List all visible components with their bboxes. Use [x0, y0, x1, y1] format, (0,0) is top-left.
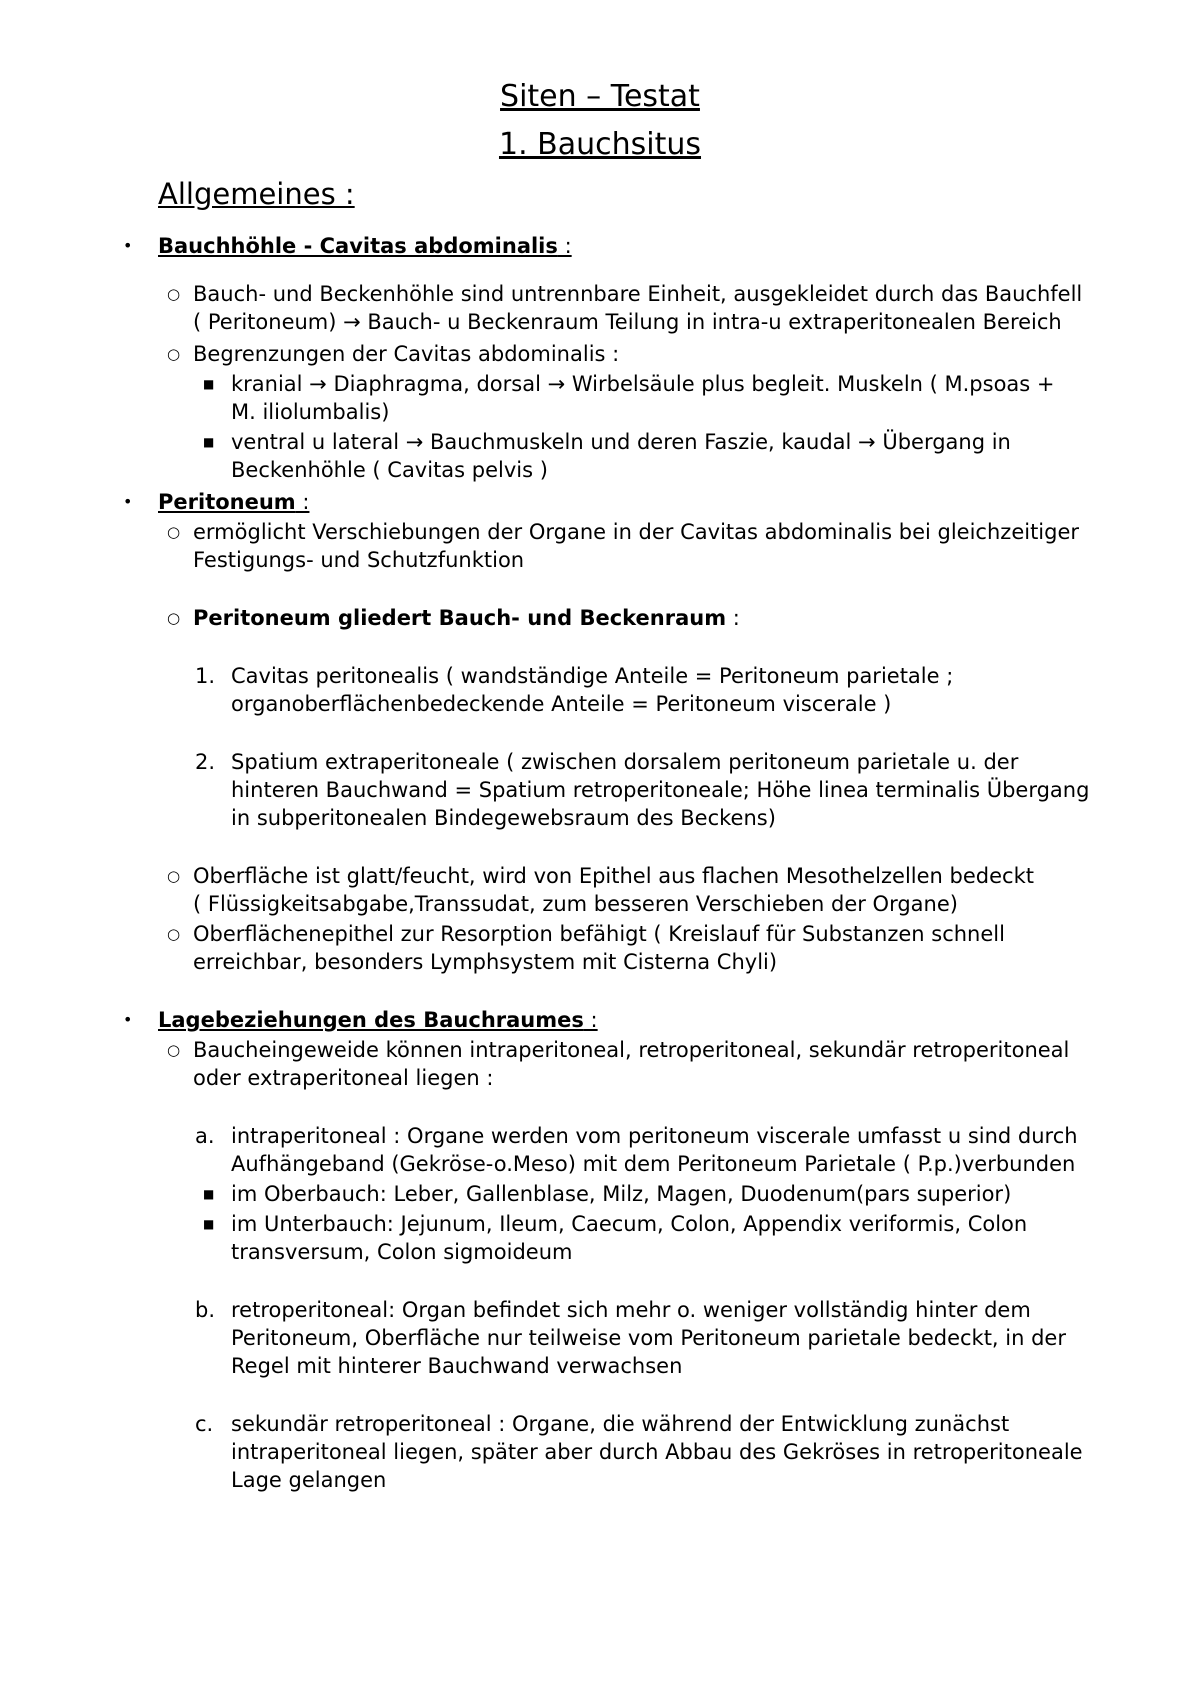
- list-item-text: Oberfläche ist glatt/feucht, wird von Epithel aus flachen Mesothelzellen bedeckt: [193, 864, 1034, 888]
- list-item-text: Begrenzungen der Cavitas abdominalis :: [193, 342, 620, 366]
- page-title: Siten – Testat: [500, 79, 700, 114]
- square-bullet: ■: [203, 435, 215, 449]
- disc-bullet: •: [123, 492, 133, 511]
- list-item-text: oder extraperitoneal liegen :: [193, 1066, 494, 1090]
- list-item-text: Beckenhöhle ( Cavitas pelvis ): [231, 458, 548, 482]
- list-item-text: Baucheingeweide können intraperitoneal, retroperitoneal, sekundär retroperitoneal: [193, 1038, 1070, 1062]
- square-bullet: ■: [203, 377, 215, 391]
- disc-bullet: •: [123, 1010, 133, 1029]
- list-item-text: sekundär retroperitoneal : Organe, die während der Entwicklung zunächst: [231, 1412, 1010, 1436]
- list-number: 2.: [195, 750, 216, 774]
- list-item-text: Oberflächenepithel zur Resorption befähigt ( Kreislauf für Substanzen schnell: [193, 922, 1005, 946]
- list-letter: b.: [195, 1298, 216, 1322]
- circle-bullet: ○: [167, 925, 181, 943]
- list-item-text: Cavitas peritonealis ( wandständige Anteile = Peritoneum parietale ;: [231, 664, 954, 688]
- list-item-text: intraperitoneal liegen, später aber durch Abbau des Gekröses in retroperitoneale: [231, 1440, 1083, 1464]
- list-number: 1.: [195, 664, 216, 688]
- list-item-text: Bauch- und Beckenhöhle sind untrennbare Einheit, ausgekleidet durch das Bauchfell: [193, 282, 1083, 306]
- list-item-text: ( Flüssigkeitsabgabe,Transsudat, zum besseren Verschieben der Organe): [193, 892, 958, 916]
- list-item-text: ermöglicht Verschiebungen der Organe in der Cavitas abdominalis bei gleichzeitiger: [193, 520, 1080, 544]
- circle-bullet: ○: [167, 609, 181, 627]
- circle-bullet: ○: [167, 1041, 181, 1059]
- list-item-text: intraperitoneal : Organe werden vom peritoneum viscerale umfasst u sind durch: [231, 1124, 1078, 1148]
- list-item-text: retroperitoneal: Organ befindet sich mehr o. weniger vollständig hinter dem: [231, 1298, 1031, 1322]
- list-letter: a.: [195, 1124, 215, 1148]
- square-bullet: ■: [203, 1217, 215, 1231]
- page-subtitle: 1. Bauchsitus: [498, 127, 702, 162]
- list-item-text: ( Peritoneum) → Bauch- u Beckenraum Teilung in intra-u extraperitonealen Bereich: [193, 310, 1062, 334]
- list-item-text: Festigungs- und Schutzfunktion: [193, 548, 525, 572]
- list-item-text: transversum, Colon sigmoideum: [231, 1240, 573, 1264]
- list-item-text: im Oberbauch: Leber, Gallenblase, Milz, Magen, Duodenum(pars superior): [231, 1182, 1012, 1206]
- list-item-text: Aufhängeband (Gekröse-o.Meso) mit dem Peritoneum Parietale ( P.p.)verbunden: [231, 1152, 1076, 1176]
- list-item-text: Regel mit hinterer Bauchwand verwachsen: [231, 1354, 683, 1378]
- list-item-text: Lage gelangen: [231, 1468, 387, 1492]
- list-item-text: ventral u lateral → Bauchmuskeln und deren Faszie, kaudal → Übergang in: [231, 430, 1011, 454]
- list-item-text: Spatium extraperitoneale ( zwischen dorsalem peritoneum parietale u. der: [231, 750, 1019, 774]
- bullet-heading-bauchhoehle: Bauchhöhle - Cavitas abdominalis :: [158, 234, 572, 258]
- circle-bullet: ○: [167, 345, 181, 363]
- list-letter: c.: [195, 1412, 214, 1436]
- list-item-text: erreichbar, besonders Lymphsystem mit Cisterna Chyli): [193, 950, 778, 974]
- list-item-text: organoberflächenbedeckende Anteile = Peritoneum viscerale ): [231, 692, 892, 716]
- square-bullet: ■: [203, 1187, 215, 1201]
- section-heading: Allgemeines :: [158, 177, 355, 211]
- circle-bullet: ○: [167, 285, 181, 303]
- list-item-text: hinteren Bauchwand = Spatium retroperitoneale; Höhe linea terminalis Übergang: [231, 778, 1090, 802]
- circle-bullet: ○: [167, 523, 181, 541]
- bullet-heading-lagebeziehungen: Lagebeziehungen des Bauchraumes :: [158, 1008, 598, 1032]
- circle-bullet: ○: [167, 867, 181, 885]
- disc-bullet: •: [123, 236, 133, 255]
- bullet-heading-peritoneum: Peritoneum :: [158, 490, 310, 514]
- list-item-text: Peritoneum gliedert Bauch- und Beckenraum :: [193, 606, 740, 630]
- list-item-text: M. iliolumbalis): [231, 400, 390, 424]
- list-item-text: im Unterbauch: Jejunum, Ileum, Caecum, Colon, Appendix veriformis, Colon: [231, 1212, 1028, 1236]
- list-item-text: in subperitonealen Bindegewebsraum des Beckens): [231, 806, 776, 830]
- list-item-text: Peritoneum, Oberfläche nur teilweise vom Peritoneum parietale bedeckt, in der: [231, 1326, 1066, 1350]
- list-item-text: kranial → Diaphragma, dorsal → Wirbelsäule plus begleit. Muskeln ( M.psoas +: [231, 372, 1055, 396]
